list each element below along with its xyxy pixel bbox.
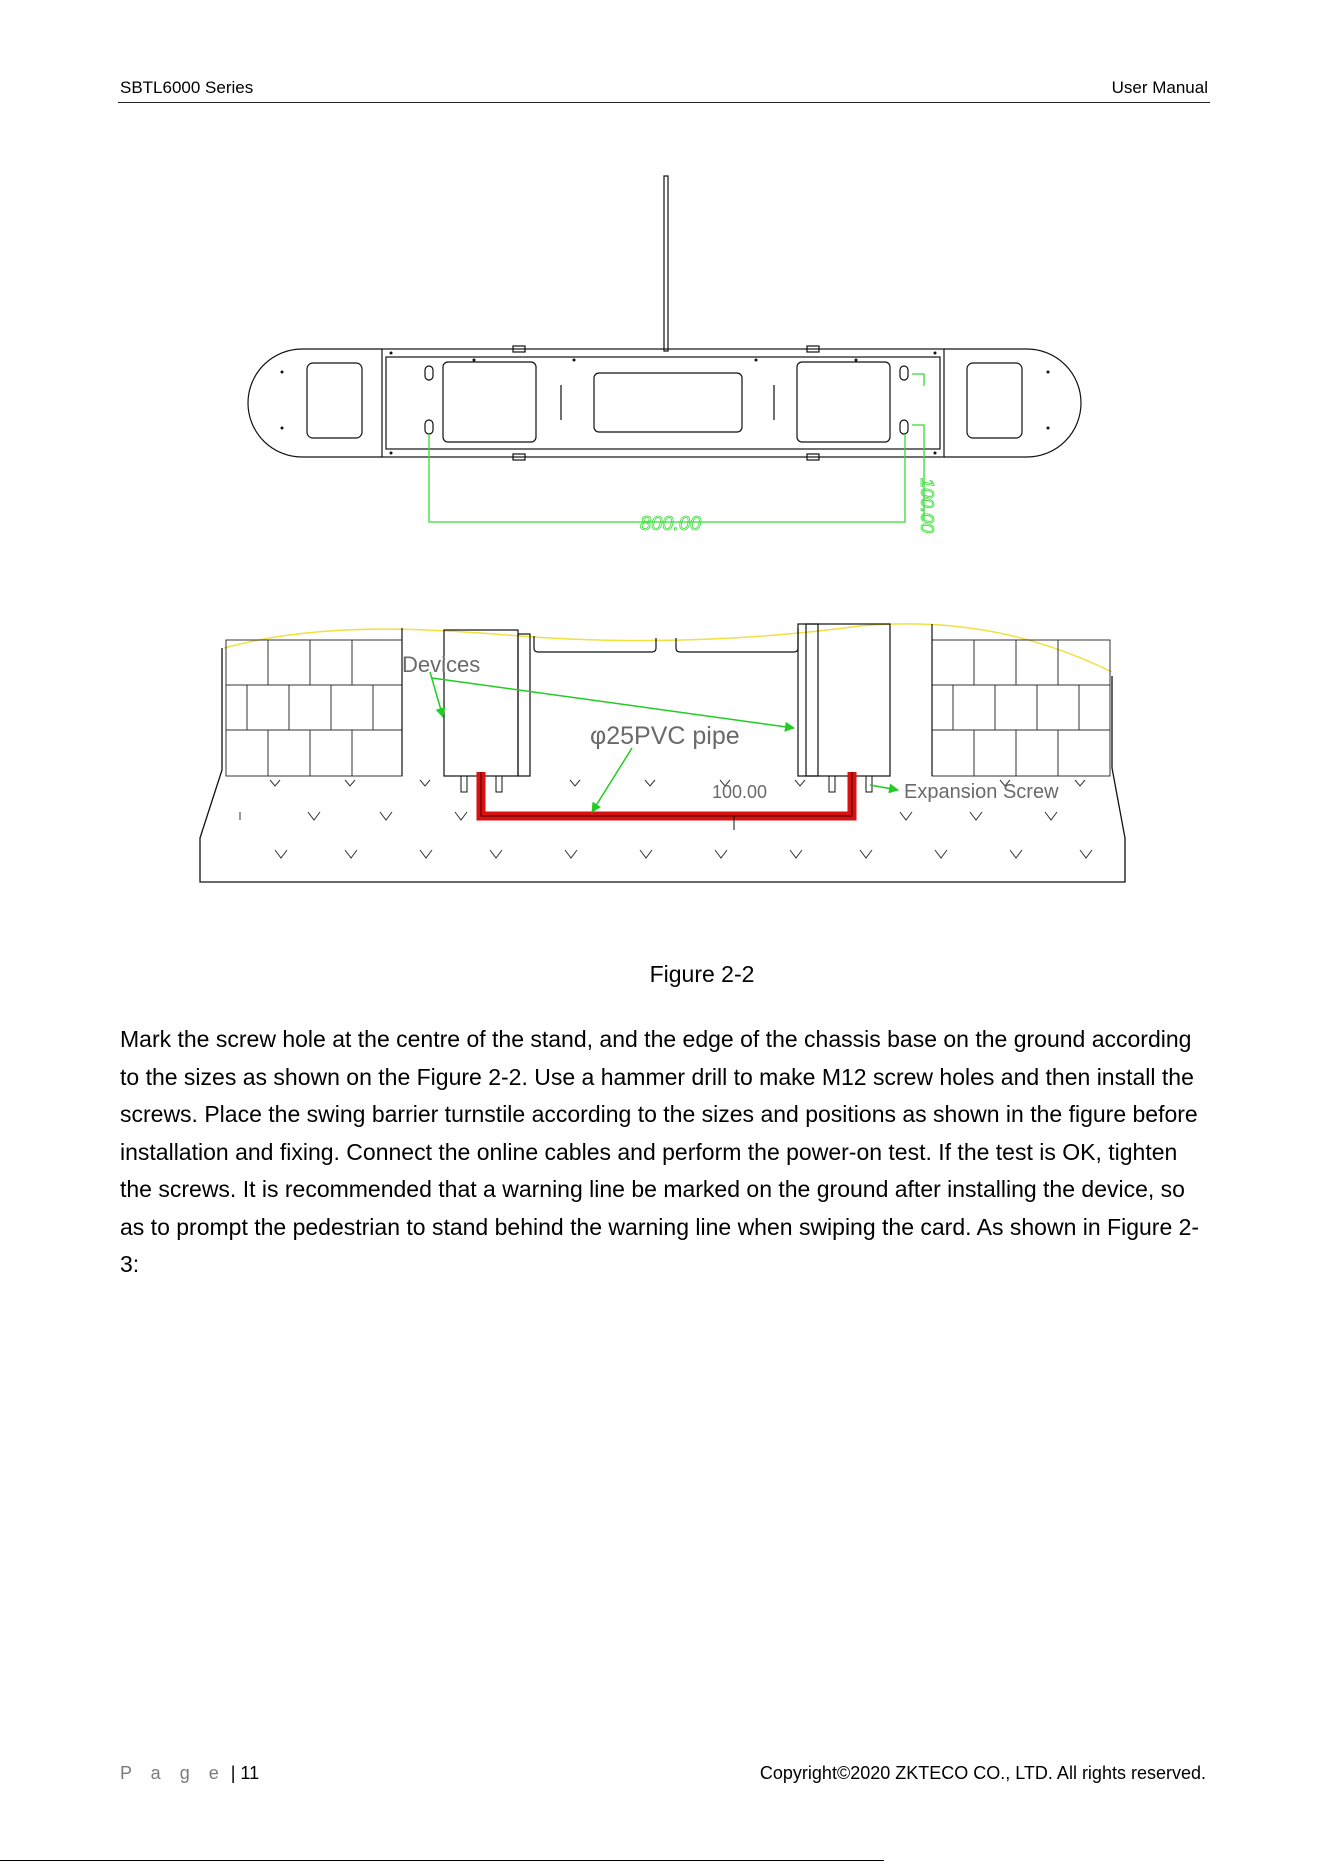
pvc-pipe	[481, 772, 852, 816]
page-label: P a g e	[120, 1763, 226, 1783]
dim-100-horizontal: 100.00	[712, 782, 768, 802]
brick-wall-left	[226, 640, 402, 776]
ground-line-top	[224, 624, 1112, 672]
page-number: | 11	[230, 1763, 260, 1783]
dim-800: 800.00	[640, 513, 702, 535]
expansion-screws	[461, 776, 872, 792]
body-paragraph: Mark the screw hole at the centre of the stand, and the edge of the chassis base on the ground according to the sizes as shown on the Figure 2-2. Use a hammer drill to make M12 screw holes and then install the screws. Place the swing barrier turnstile according to the sizes and positions as shown in the figure before installation and fixing. Connect the online cables and perform the power-on test. If the test is OK, tighten the screws. It is recommended that a warning line be marked on the ground after installing the device, so as to prompt the pedestrian to stand behind the warning line when swiping the card. As shown in Figure 2-3:	[120, 1026, 1200, 1277]
label-expansion-screw: Expansion Screw	[904, 781, 1059, 803]
right-cabinet	[798, 624, 890, 776]
top-left-module	[307, 363, 362, 438]
top-right-cap	[944, 349, 1081, 457]
top-center-window	[594, 373, 742, 432]
label-pvc-pipe: φ25PVC pipe	[590, 722, 740, 750]
bottom-rule	[0, 1860, 884, 1861]
header-manual: User Manual	[1111, 78, 1208, 97]
page-number-area	[120, 1763, 259, 1784]
side-view	[200, 624, 1125, 882]
top-dimensions	[429, 374, 924, 522]
top-view	[248, 176, 1081, 460]
header-series: SBTL6000 Series	[120, 78, 254, 97]
brick-wall-right	[932, 640, 1110, 776]
top-chassis	[382, 349, 944, 457]
ground-profile	[200, 648, 1125, 882]
copyright: Copyright©2020 ZKTECO CO., LTD. All rights reserved.	[759, 1763, 1206, 1783]
label-devices: Devices	[402, 652, 481, 677]
dim-100-vertical: 100.00	[917, 478, 937, 534]
barrier-post	[664, 176, 668, 351]
top-right-module	[967, 363, 1022, 438]
figure-caption: Figure 2-2	[649, 961, 755, 987]
